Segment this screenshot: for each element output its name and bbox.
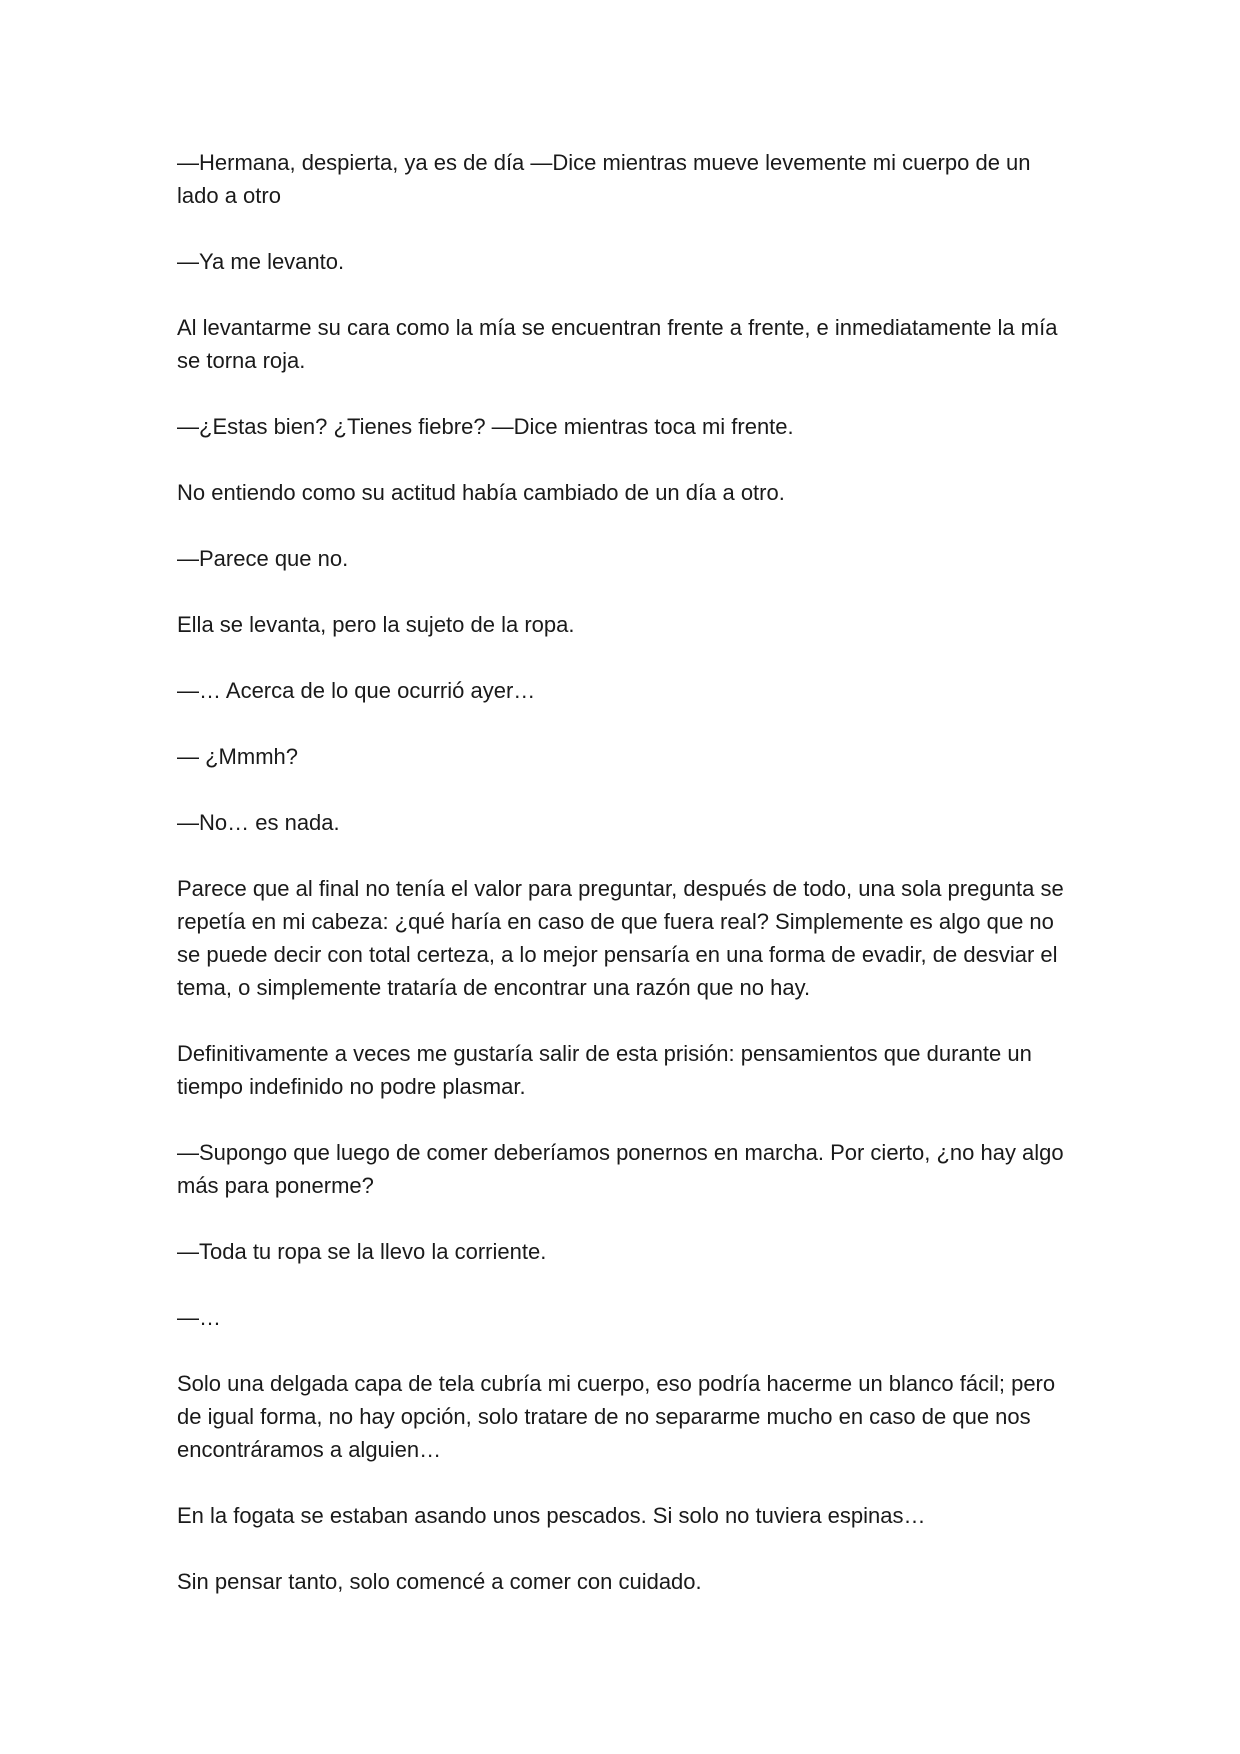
paragraph: —Hermana, despierta, ya es de día —Dice mientras mueve levemente mi cuerpo de un lado a otro bbox=[177, 150, 1031, 208]
paragraph: Al levantarme su cara como la mía se encuentran frente a frente, e inmediatamente la mía se torna roja. bbox=[177, 315, 1058, 373]
paragraph: No entiendo como su actitud había cambiado de un día a otro. bbox=[177, 480, 785, 505]
paragraph: Parece que al final no tenía el valor para preguntar, después de todo, una sola pregunta se repetía en mi cabeza: ¿qué haría en caso de que fuera real? Simplemente es algo que no se puede decir con total certeza, a lo mejor pensaría en una forma de evadir, de desviar el tema, o simplemente trataría de encontrar una razón que no hay. bbox=[177, 876, 1064, 1000]
paragraph: Solo una delgada capa de tela cubría mi cuerpo, eso podría hacerme un blanco fácil; pero de igual forma, no hay opción, solo tratare de no separarme mucho en caso de que nos encontráramos a alguien… bbox=[177, 1371, 1056, 1462]
paragraph: Ella se levanta, pero la sujeto de la ropa. bbox=[177, 612, 575, 637]
paragraph: —… Acerca de lo que ocurrió ayer… bbox=[177, 678, 536, 703]
paragraph: —… bbox=[177, 1305, 221, 1330]
document-body bbox=[177, 146, 1072, 1631]
paragraph: —Ya me levanto. bbox=[177, 249, 345, 274]
paragraph: — ¿Mmmh? bbox=[177, 744, 298, 769]
paragraph: —Parece que no. bbox=[177, 546, 349, 571]
paragraph: —No… es nada. bbox=[177, 810, 340, 835]
paragraph: —Supongo que luego de comer deberíamos ponernos en marcha. Por cierto, ¿no hay algo más para ponerme? bbox=[177, 1140, 1064, 1198]
paragraph: Sin pensar tanto, solo comencé a comer con cuidado. bbox=[177, 1569, 702, 1594]
paragraph: —Toda tu ropa se la llevo la corriente. bbox=[177, 1239, 547, 1264]
paragraph: Definitivamente a veces me gustaría salir de esta prisión: pensamientos que durante un tiempo indefinido no podre plasmar. bbox=[177, 1041, 1032, 1099]
paragraph: En la fogata se estaban asando unos pescados. Si solo no tuviera espinas… bbox=[177, 1503, 926, 1528]
paragraph: —¿Estas bien? ¿Tienes fiebre? —Dice mientras toca mi frente. bbox=[177, 414, 794, 439]
